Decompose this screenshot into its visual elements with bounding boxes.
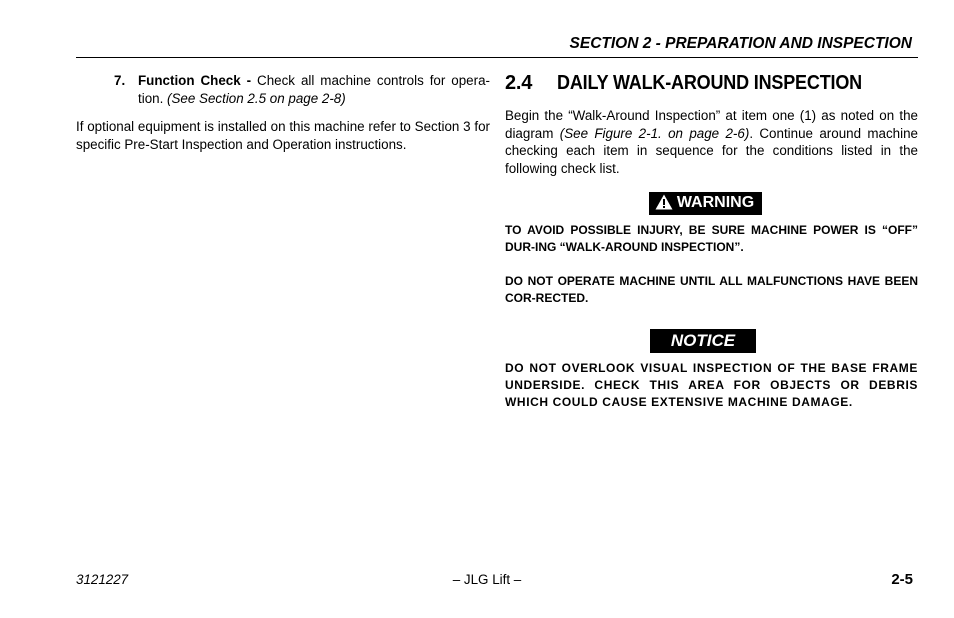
- intro-paragraph: [505, 107, 918, 177]
- warning-label-text: WARNING: [676, 194, 755, 211]
- section-number: 2.4: [505, 72, 533, 94]
- section-title: DAILY WALK-AROUND INSPECTION: [557, 72, 862, 94]
- left-column: [76, 72, 490, 153]
- header-divider: [76, 57, 918, 58]
- intro-start: Begin the “Walk-Around Inspection” at item one (1) as noted on the diagram: [505, 108, 918, 141]
- warning-label-wrap: [505, 177, 918, 215]
- section-heading: [505, 72, 918, 95]
- intro-reference: (See Figure 2-1. on page 2-6): [559, 125, 750, 141]
- optional-equipment-paragraph: If optional equipment is installed on this machine refer to Section 3 for specific Pre-Start Inspection and Operation instructions.: [76, 119, 490, 152]
- notice-text: DO NOT OVERLOOK VISUAL INSPECTION OF THE BASE FRAME UNDERSIDE. CHECK THIS AREA FOR OBJECTS OR DEBRIS WHICH COULD CAUSE EXTENSIVE MACHINE DAMAGE.: [505, 361, 918, 409]
- step-item: [76, 72, 490, 107]
- step-text: Check all machine controls for opera-tion.: [138, 73, 490, 106]
- right-column: [505, 72, 918, 411]
- step-reference: (See Section 2.5 on page 2-8): [167, 90, 346, 106]
- step-term: Function Check -: [138, 73, 252, 88]
- footer-page-number: 2-5: [891, 571, 913, 588]
- footer-doc-number: 3121227: [76, 572, 129, 587]
- footer-brand: – JLG Lift –: [452, 572, 522, 587]
- step-number: 7.: [114, 73, 126, 88]
- section-header-title: SECTION 2 - PREPARATION AND INSPECTION: [569, 35, 912, 52]
- notice-label-wrap: [505, 307, 918, 353]
- warning-text-power: TO AVOID POSSIBLE INJURY, BE SURE MACHINE POWER IS “OFF” DUR-ING “WALK-AROUND INSPECTION”.: [505, 223, 918, 254]
- intro-end: . Continue around machine checking each item in sequence for the conditions listed in the following check list.: [505, 125, 918, 176]
- warning-label: [649, 192, 762, 215]
- notice-label: NOTICE: [650, 329, 756, 353]
- warning-text-malfunctions: DO NOT OPERATE MACHINE UNTIL ALL MALFUNCTIONS HAVE BEEN COR-RECTED.: [505, 274, 918, 305]
- warning-triangle-icon: [655, 194, 677, 211]
